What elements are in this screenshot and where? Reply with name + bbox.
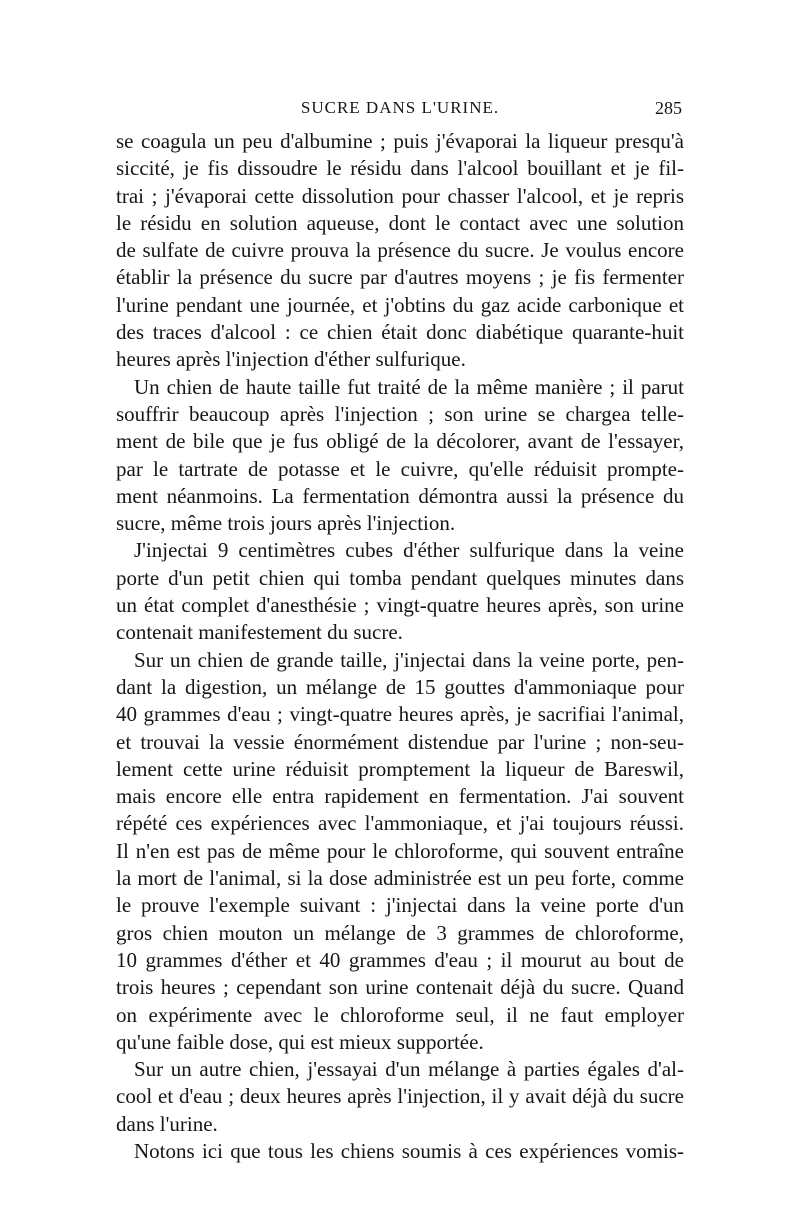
text-line: Notons ici que tous les chiens soumis à ces expériences vomis-: [134, 1138, 684, 1163]
text-line: l'urine pendant une journée, et j'obtins du gaz acide carbonique et: [116, 292, 684, 317]
text-line: dant la digestion, un mélange de 15 gouttes d'ammoniaque pour: [116, 674, 684, 699]
text-line: Sur un autre chien, j'essayai d'un mélange à parties égales d'al-: [134, 1057, 684, 1082]
text-line: des traces d'alcool : ce chien était donc diabétique quarante-huit: [116, 320, 684, 345]
text-line: ment néanmoins. La fermentation démontra aussi la présence du: [116, 483, 684, 508]
text-line: trois heures ; cependant son urine contenait déjà du sucre. Quand: [116, 975, 684, 1000]
text-line: ment de bile que je fus obligé de la décolorer, avant de l'essayer,: [116, 429, 684, 454]
text-line: qu'une faible dose, qui est mieux supportée.: [116, 1029, 484, 1054]
text-line: établir la présence du sucre par d'autres moyens ; je fis fermenter: [116, 265, 684, 290]
text-line: 40 grammes d'eau ; vingt-quatre heures après, je sacrifiai l'animal,: [116, 702, 684, 727]
text-line: on expérimente avec le chloroforme seul, il ne faut employer: [116, 1002, 684, 1027]
text-line: heures après l'injection d'éther sulfurique.: [116, 347, 466, 372]
text-line: par le tartrate de potasse et le cuivre, qu'elle réduisit prompte-: [116, 456, 684, 481]
text-line: trai ; j'évaporai cette dissolution pour chasser l'alcool, et je repris: [116, 183, 684, 208]
text-line: répété ces expériences avec l'ammoniaque, et j'ai toujours réussi.: [116, 811, 684, 836]
running-title: SUCRE DANS L'URINE.: [300, 98, 500, 117]
text-line: mais encore elle entra rapidement en fermentation. J'ai souvent: [116, 784, 684, 809]
text-line: Sur un chien de grande taille, j'injectai dans la veine porte, pen-: [134, 647, 684, 672]
text-line: J'injectai 9 centimètres cubes d'éther sulfurique dans la veine: [134, 538, 684, 563]
text-line: porte d'un petit chien qui tomba pendant quelques minutes dans: [116, 565, 684, 590]
text-line: la mort de l'animal, si la dose administrée est un peu forte, comme: [116, 866, 684, 891]
text-line: se coagula un peu d'albumine ; puis j'évaporai la liqueur presqu'à: [116, 129, 684, 153]
page-header: [118, 98, 682, 128]
text-line: 10 grammes d'éther et 40 grammes d'eau ; il mourut au bout de: [116, 947, 684, 972]
text-line: Il n'en est pas de même pour le chloroforme, qui souvent entraîne: [116, 838, 684, 863]
text-line: gros chien mouton un mélange de 3 grammes de chloroforme,: [116, 920, 684, 945]
text-line: de sulfate de cuivre prouva la présence du sucre. Je voulus encore: [116, 238, 684, 263]
text-line: souffrir beaucoup après l'injection ; son urine se chargea telle-: [116, 401, 684, 426]
text-line: lement cette urine réduisit promptement la liqueur de Bareswil,: [116, 756, 684, 781]
text-line: contenait manifestement du sucre.: [116, 620, 403, 645]
text-line: cool et d'eau ; deux heures après l'injection, il y avait déjà du sucre: [116, 1084, 684, 1109]
text-line: le prouve l'exemple suivant : j'injectai dans la veine porte d'un: [116, 893, 684, 918]
text-line: le résidu en solution aqueuse, dont le contact avec une solution: [116, 210, 684, 235]
body-text: [116, 128, 684, 1165]
text-line: sucre, même trois jours après l'injection.: [116, 511, 456, 536]
page-number: 285: [655, 98, 682, 118]
text-line: un état complet d'anesthésie ; vingt-quatre heures après, son urine: [116, 593, 684, 618]
text-line: et trouvai la vessie énormément distendue par l'urine ; non-seu-: [116, 729, 684, 754]
text-line: dans l'urine.: [116, 1111, 218, 1136]
text-line: siccité, je fis dissoudre le résidu dans l'alcool bouillant et je fil-: [116, 156, 684, 181]
text-line: Un chien de haute taille fut traité de la même manière ; il parut: [134, 374, 684, 399]
